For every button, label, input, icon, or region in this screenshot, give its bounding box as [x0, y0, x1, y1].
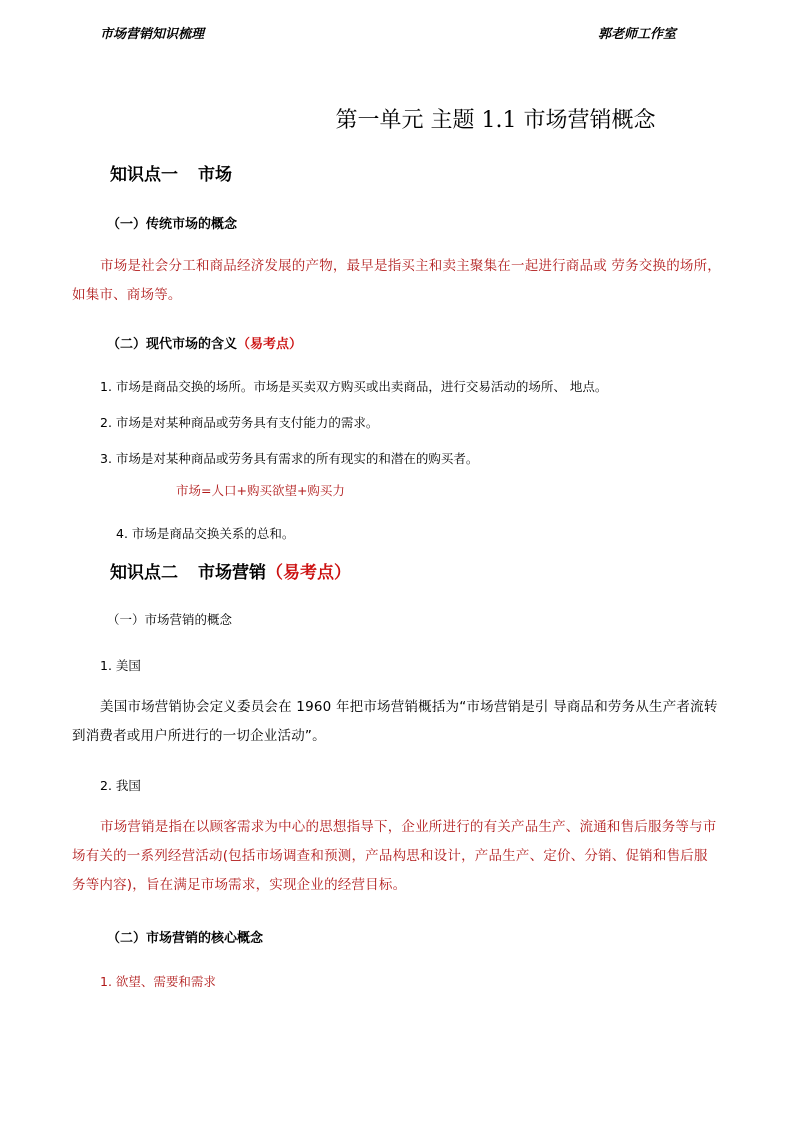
kp1-s2-item-2: 2. 市场是对某种商品或劳务具有支付能力的需求。 [100, 415, 379, 430]
kp1-s2-tag: （易考点） [237, 337, 303, 352]
page-title-text: 第一单元 主题 1.1 市场营销概念 [335, 108, 656, 133]
kp2-s1-heading: （一）市场营销的概念 [107, 612, 233, 627]
kp2-s2-item-1: 1. 欲望、需要和需求 [100, 974, 216, 989]
kp2-s1-cn-text: 市场营销是指在以顾客需求为中心的思想指导下，企业所进行的有关产品生产、流通和售后服务等与市场有关的一系列经营活动(包括市场调查和预测，产品构思和设计，产品生产、定价、分销、促销和售后服 务等内容)，旨在满足市场需求，实现企业的经营目标。 [72, 819, 717, 893]
kp1-topic: 市场 [198, 165, 232, 185]
header-right: 郭老师工作室 [598, 27, 677, 42]
kp1-heading [110, 160, 232, 185]
kp1-s2-heading [107, 333, 302, 352]
kp1-s1-heading: （一）传统市场的概念 [107, 217, 238, 232]
page-title [0, 103, 794, 134]
kp1-s2-heading-text: （二）现代市场的含义 [107, 337, 238, 352]
kp2-label: 知识点二 [110, 563, 178, 583]
kp2-heading [110, 558, 351, 583]
kp2-s1-cn-label: 2. 我国 [100, 778, 141, 793]
kp1-label: 知识点一 [110, 165, 178, 185]
kp2-s1-us-text: 美国市场营销协会定义委员会在 1960 年把市场营销概括为“市场营销是引 导商品和劳务从生产者流转到消费者或用户所进行的一切企业活动”。 [72, 699, 718, 744]
kp1-s1-text: 市场是社会分工和商品经济发展的产物，最早是指买主和卖主聚集在一起进行商品或 劳务交换的场所，如集市、商场等。 [72, 258, 721, 303]
kp2-s1-us-label: 1. 美国 [100, 658, 141, 673]
kp1-s2-formula: 市场=人口+购买欲望+购买力 [176, 483, 345, 498]
kp1-s2-item-3: 3. 市场是对某种商品或劳务具有需求的所有现实的和潜在的购买者。 [100, 451, 479, 466]
kp1-s2-item-4: 4. 市场是商品交换关系的总和。 [116, 526, 295, 541]
kp2-tag: （易考点） [266, 563, 351, 583]
header-left: 市场营销知识梳理 [100, 27, 205, 42]
kp2-s2-heading: （二）市场营销的核心概念 [107, 931, 264, 946]
kp1-s2-item-1: 1. 市场是商品交换的场所。市场是买卖双方购买或出卖商品，进行交易活动的场所、 地点。 [100, 379, 608, 394]
kp2-topic: 市场营销 [198, 563, 266, 583]
